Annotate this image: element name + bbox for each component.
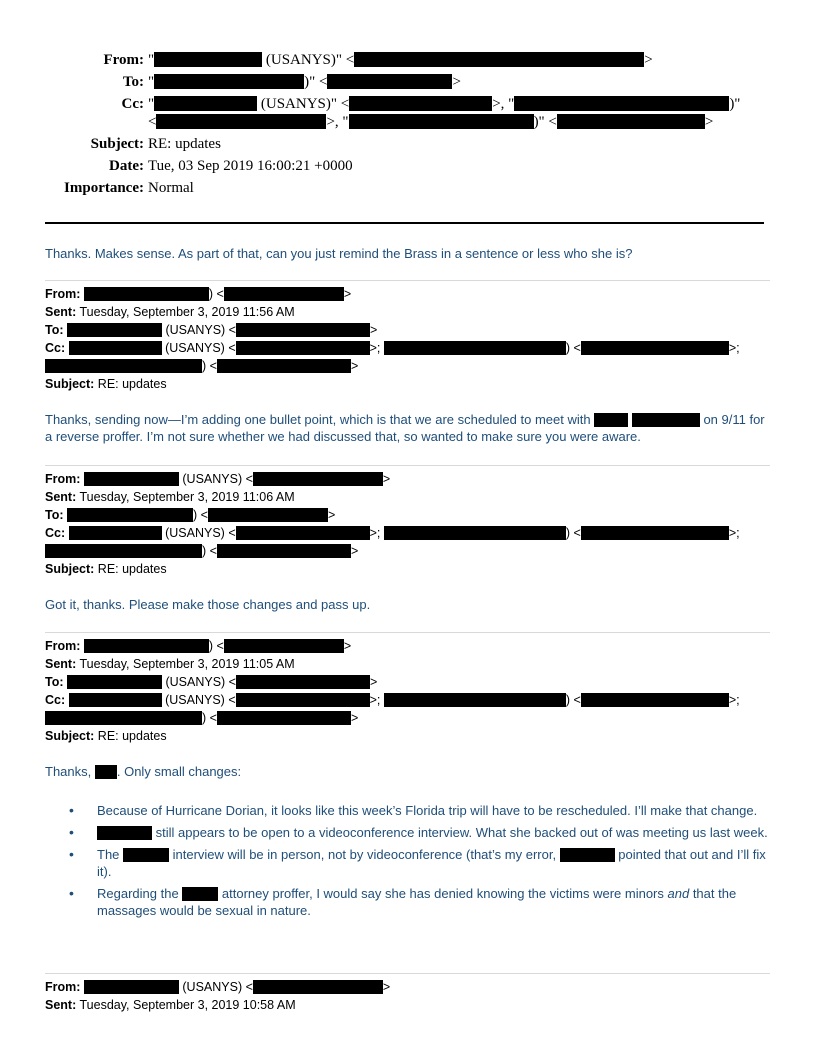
cc-label: Cc: [45, 693, 66, 707]
from-label: From: [45, 980, 81, 994]
bullet-text-3: pointed that out and I’ll fix it). [97, 847, 766, 879]
header-date-label: Date: [109, 158, 144, 174]
cc-line-2 [45, 357, 770, 375]
header-importance-value: Normal [148, 180, 194, 196]
redaction [384, 341, 566, 355]
to-text: (USANYS) < [162, 675, 236, 689]
cc2-text: ) < [202, 711, 217, 725]
redaction [560, 848, 615, 862]
from-text-end: > [382, 472, 391, 486]
header-subject-value: RE: updates [148, 136, 221, 152]
sent-value: Tuesday, September 3, 2019 11:06 AM [79, 490, 295, 504]
cc2-text-end: > [350, 711, 359, 725]
message-header-1 [45, 285, 770, 393]
to-text: (USANYS) < [162, 323, 236, 337]
from-label: From: [45, 639, 81, 653]
sent-value: Tuesday, September 3, 2019 11:05 AM [79, 657, 295, 671]
subject-label: Subject: [45, 729, 95, 743]
from-text: ) < [208, 287, 224, 301]
header-to-label: To: [122, 74, 144, 90]
sent-label: Sent: [45, 490, 77, 504]
redaction [84, 639, 209, 653]
cc-text3: ) < [565, 341, 581, 355]
redaction [384, 526, 566, 540]
sent-line [45, 303, 770, 321]
sent-line [45, 996, 770, 1014]
redaction [182, 887, 218, 901]
bullet-text-3: that the massages would be sexual in nature. [97, 886, 737, 918]
to-line [45, 506, 770, 524]
from-line [45, 470, 770, 488]
redaction [97, 826, 152, 840]
redaction [594, 413, 628, 427]
header-cc-text3: )" [729, 96, 741, 112]
redaction [217, 711, 351, 725]
bullet-emphasis: and [667, 886, 690, 901]
from-line [45, 285, 770, 303]
from-text-end: > [343, 287, 352, 301]
cc-text3: ) < [565, 693, 581, 707]
sent-value: Tuesday, September 3, 2019 11:56 AM [79, 305, 295, 319]
from-text: ) < [208, 639, 224, 653]
to-line [45, 673, 770, 691]
to-text-end: > [369, 323, 378, 337]
header-importance-label: Importance: [64, 180, 144, 196]
bullet-text-2: interview will be in person, not by videoconference (that’s my error, [169, 847, 560, 862]
header-cc-row2 [0, 114, 816, 136]
cc-line [45, 524, 770, 542]
cc-text3: ) < [565, 526, 581, 540]
redaction [236, 323, 370, 337]
redaction [236, 526, 370, 540]
header-to-row [0, 74, 816, 96]
redaction [156, 114, 326, 129]
cc-text: (USANYS) < [161, 526, 236, 540]
subject-line [45, 375, 770, 393]
redaction [581, 526, 729, 540]
header-from-label: From: [103, 52, 144, 68]
redaction [581, 341, 729, 355]
from-text-end: > [343, 639, 352, 653]
message-separator [45, 973, 770, 974]
message-body-0: Thanks. Makes sense. As part of that, can you just remind the Brass in a sentence or less who she is? [45, 246, 633, 261]
list-item [45, 846, 770, 880]
subject-value: RE: updates [97, 377, 167, 391]
bullet-text: The [97, 847, 124, 862]
email-header [0, 52, 816, 202]
cc-line [45, 691, 770, 709]
cc2-text: ) < [202, 359, 217, 373]
to-label: To: [45, 323, 64, 337]
sent-label: Sent: [45, 657, 77, 671]
message-separator [45, 632, 770, 633]
subject-label: Subject: [45, 377, 95, 391]
to-text-end: > [369, 675, 378, 689]
to-line [45, 321, 770, 339]
from-line [45, 637, 770, 655]
redaction [69, 526, 162, 540]
redaction [123, 848, 169, 862]
redaction [384, 693, 566, 707]
header-to-value: " )" < > [148, 74, 461, 90]
redaction [154, 52, 262, 67]
redaction [327, 74, 452, 89]
redaction [84, 472, 179, 486]
header-cc2-text: >, " [326, 114, 349, 130]
bullet-text: Because of Hurricane Dorian, it looks like this week’s Florida trip will have to be rescheduled. I’ll make that change. [97, 803, 758, 818]
redaction [253, 472, 383, 486]
header-cc-value: " (USANYS)" < >, " )" [148, 96, 741, 112]
sent-line [45, 655, 770, 673]
redaction [236, 341, 370, 355]
redaction [45, 359, 202, 373]
redaction [349, 114, 534, 129]
to-text: ) < [193, 508, 208, 522]
redaction [84, 980, 179, 994]
redaction [514, 96, 729, 111]
body-text: Thanks, sending now—I’m adding one bullet point, which is that we are scheduled to meet with [45, 412, 595, 427]
redaction [349, 96, 492, 111]
list-item [45, 824, 770, 841]
from-label: From: [45, 472, 81, 486]
header-from-text: (USANYS)" < [262, 52, 355, 68]
message-separator [45, 280, 770, 281]
cc-line-2 [45, 709, 770, 727]
to-label: To: [45, 508, 64, 522]
from-text: (USANYS) < [178, 472, 253, 486]
redaction [224, 639, 344, 653]
cc-line [45, 339, 770, 357]
redaction [253, 980, 383, 994]
redaction [236, 675, 370, 689]
redaction [217, 359, 351, 373]
redaction [236, 693, 370, 707]
redaction [354, 52, 644, 67]
cc-text2: >; [369, 693, 381, 707]
header-cc-label: Cc: [121, 96, 144, 112]
redaction [45, 711, 202, 725]
cc-text2: >; [369, 341, 381, 355]
cc2-text-end: > [350, 359, 359, 373]
from-label: From: [45, 287, 81, 301]
sent-label: Sent: [45, 998, 77, 1012]
cc2-text: ) < [202, 544, 217, 558]
sent-label: Sent: [45, 305, 77, 319]
from-line [45, 978, 770, 996]
subject-line [45, 727, 770, 745]
header-cc-text: (USANYS)" < [257, 96, 350, 112]
message-header-2 [45, 470, 770, 578]
cc2-text-end: > [350, 544, 359, 558]
cc-text: (USANYS) < [161, 693, 236, 707]
from-text-end: > [382, 980, 391, 994]
redaction [217, 544, 351, 558]
sent-line [45, 488, 770, 506]
header-date-value: Tue, 03 Sep 2019 16:00:21 +0000 [148, 158, 353, 174]
message-separator [45, 465, 770, 466]
subject-line [45, 560, 770, 578]
body-text-2: on 9/11 for a reverse proffer. I’m not sure whether we had discussed that, so wanted to make sure you were aware. [45, 412, 765, 444]
cc-label: Cc: [45, 341, 66, 355]
header-subject-row [0, 136, 816, 158]
redaction [581, 693, 729, 707]
redaction [69, 341, 162, 355]
redaction [95, 765, 117, 779]
to-label: To: [45, 675, 64, 689]
bullet-text: Regarding the [97, 886, 183, 901]
list-item [45, 885, 770, 919]
header-subject-label: Subject: [90, 136, 144, 152]
header-from-value: " (USANYS)" < > [148, 52, 653, 68]
message-header-4 [45, 978, 770, 1014]
cc-line-2 [45, 542, 770, 560]
subject-label: Subject: [45, 562, 95, 576]
redaction [69, 693, 162, 707]
header-cc2-text2: )" < [533, 114, 557, 130]
redaction [67, 508, 193, 522]
header-date-row [0, 158, 816, 180]
body-text: Thanks, [45, 764, 95, 779]
cc-text2: >; [369, 526, 381, 540]
cc-label: Cc: [45, 526, 66, 540]
redaction [557, 114, 705, 129]
subject-value: RE: updates [97, 729, 167, 743]
redaction [84, 287, 209, 301]
cc-text4: >; [728, 526, 740, 540]
redaction [224, 287, 344, 301]
header-importance-row [0, 180, 816, 202]
bullet-text: still appears to be open to a videoconference interview. What she backed out of was meeting us last week. [152, 825, 768, 840]
message-body-1 [45, 411, 770, 445]
message-body-3-intro [45, 763, 770, 780]
cc-text: (USANYS) < [161, 341, 236, 355]
list-item [45, 802, 770, 819]
redaction [154, 74, 304, 89]
redaction [632, 413, 700, 427]
header-divider [45, 222, 764, 224]
redaction [154, 96, 257, 111]
header-from-row [0, 52, 816, 74]
message-body-2: Got it, thanks. Please make those changes and pass up. [45, 597, 371, 612]
cc-text4: >; [728, 341, 740, 355]
change-list [45, 802, 770, 924]
to-text-end: > [327, 508, 336, 522]
from-text: (USANYS) < [178, 980, 253, 994]
redaction [45, 544, 202, 558]
cc-text4: >; [728, 693, 740, 707]
redaction [67, 675, 162, 689]
body-text-2: . Only small changes: [116, 764, 242, 779]
header-cc2-value: < >, " )" < > [148, 114, 714, 130]
subject-value: RE: updates [97, 562, 167, 576]
header-cc-text2: >, " [492, 96, 515, 112]
sent-value: Tuesday, September 3, 2019 10:58 AM [79, 998, 296, 1012]
bullet-text-2: attorney proffer, I would say she has denied knowing the victims were minors [218, 886, 668, 901]
redaction [67, 323, 162, 337]
header-to-text: )" < [304, 74, 328, 90]
redaction [208, 508, 328, 522]
message-header-3 [45, 637, 770, 745]
